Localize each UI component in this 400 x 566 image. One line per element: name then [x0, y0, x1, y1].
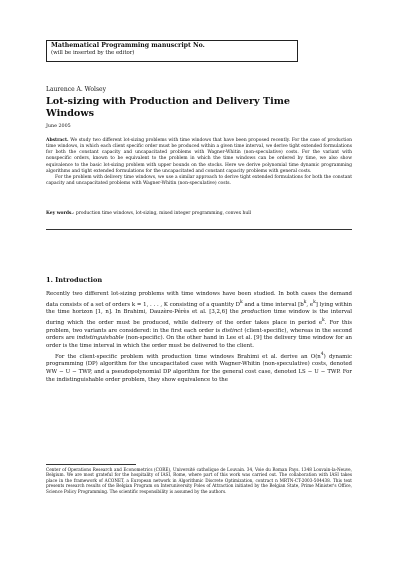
body-p1-a: Recently two different lot-sizing problems with time windows have been studied. In both cases the demand data consists of a set of orders k = 1, . . . , K consisting of a quantity D — [46, 291, 352, 308]
body-p2-b: ) dynamic programming (DP) algorithm for the uncapacitated case with Wagner-Whitin (non-speculative) costs, denoted WW − U − TWP, and a pseudopolynomial DP algorithm for the general cost case, denoted LS − U − TWP. For the indistinguishable order problem, they show equivalence to the — [46, 353, 353, 383]
abstract — [46, 138, 352, 187]
footnote: Center of Operations Research and Econometrics (CORE), Université catholique de Louvain. 34, Voie du Roman Pays. 1348 Louvain-la-Neuve, Belgium. We are most grateful for the hospitality of IASI, Rome, where part of this work was carried out. The collaboration with IASI takes place in the framework of ACONET, a European network in Algorithmic Discrete Optimization, contract n MRTN-CT-2003-504438. This text presents research results of the Belgian Program on Interuniversity Poles of Attraction initiated by the Belgian State, Prime Minister's Office, Science Policy Programming. The scientific responsibility is assumed by the authors. — [46, 467, 352, 494]
body-p1-h: (non-specific). On the other hand in Lee et al. [9] the delivery time window for an order is the time interval in which the order must be delivered to the client. — [46, 335, 352, 350]
author-name: Laurence A. Wolsey — [46, 86, 106, 93]
body-paragraph-1 — [46, 291, 352, 351]
abstract-paragraph-1 — [46, 138, 352, 175]
body-p1-b: and a time interval [b — [242, 301, 304, 308]
footnote-rule — [46, 464, 136, 465]
body-p1-d: ] lying within the time horizon [1, n]. In Brahimi, Dauzère-Pérès et al. [3,2,6] the — [46, 301, 352, 316]
paper-date: June 2005 — [46, 124, 71, 129]
italic-distinct: distinct — [222, 327, 243, 334]
journal-header-box — [46, 40, 298, 62]
abstract-label: Abstract. — [46, 138, 69, 143]
sup-k-1: k — [239, 299, 243, 305]
sup-k-2: k — [303, 299, 307, 305]
abstract-rule — [46, 229, 352, 230]
body-p1-g: (client-specific), whereas in the second orders are — [46, 327, 352, 342]
body-p2-a: For the client-specific problem with production time windows Brahimi et al. derive an O(n — [55, 353, 321, 360]
abstract-text-1: We study two different lot-sizing problems with time windows that have been proposed recently. For the case of production time windows, in which each client specific order must be produced within a given time interval, we derive tight extended formulations for both the constant capacity and uncapacitated problems with Wagner-Whitin (non-speculative) costs. For the variant with nonspecific orders, known to be equivalent to the problem in which the time windows can be ordered by time, we also show equivalence to the basic lot-sizing problem with upper bounds on the stocks. Here we derive polynomial time dynamic programming algorithms and tight extended formulations for the uncapacitated and constant capacity problems with general costs. — [46, 138, 352, 174]
keywords — [46, 211, 352, 217]
keywords-text: : production time windows, lot-sizing, mixed integer programming, convex hull — [72, 211, 252, 216]
body-p1-f: . For this problem, two variants are considered: in the first each order is — [46, 319, 352, 334]
body-p1-e: time window is the interval during which the order must be produced, while delivery of the order takes place in period e — [46, 309, 352, 326]
keywords-label: Key words. — [46, 211, 73, 216]
body-p1-c: , e — [306, 301, 314, 308]
journal-title: Mathematical Programming manuscript No. — [51, 42, 205, 49]
sup-k-3: k — [313, 299, 316, 305]
body-paragraph-2 — [46, 351, 352, 385]
body-text — [46, 291, 352, 385]
sup-k-4: k — [322, 318, 325, 324]
journal-note: (will be inserted by the editor) — [51, 50, 135, 56]
sup-exp: 4 — [320, 351, 324, 357]
abstract-paragraph-2: For the problem with delivery time windows, we use a similar approach to derive tight extended formulations for both the constant capacity and uncapacitated problems with Wagner-Whitin (non-speculative) costs. — [46, 174, 352, 187]
italic-indistinguishable: indistinguishable — [76, 335, 124, 342]
italic-production: production — [241, 309, 272, 316]
section-title: 1. Introduction — [46, 276, 103, 284]
paper-title: Lot-sizing with Production and Delivery Time Windows — [46, 96, 290, 119]
